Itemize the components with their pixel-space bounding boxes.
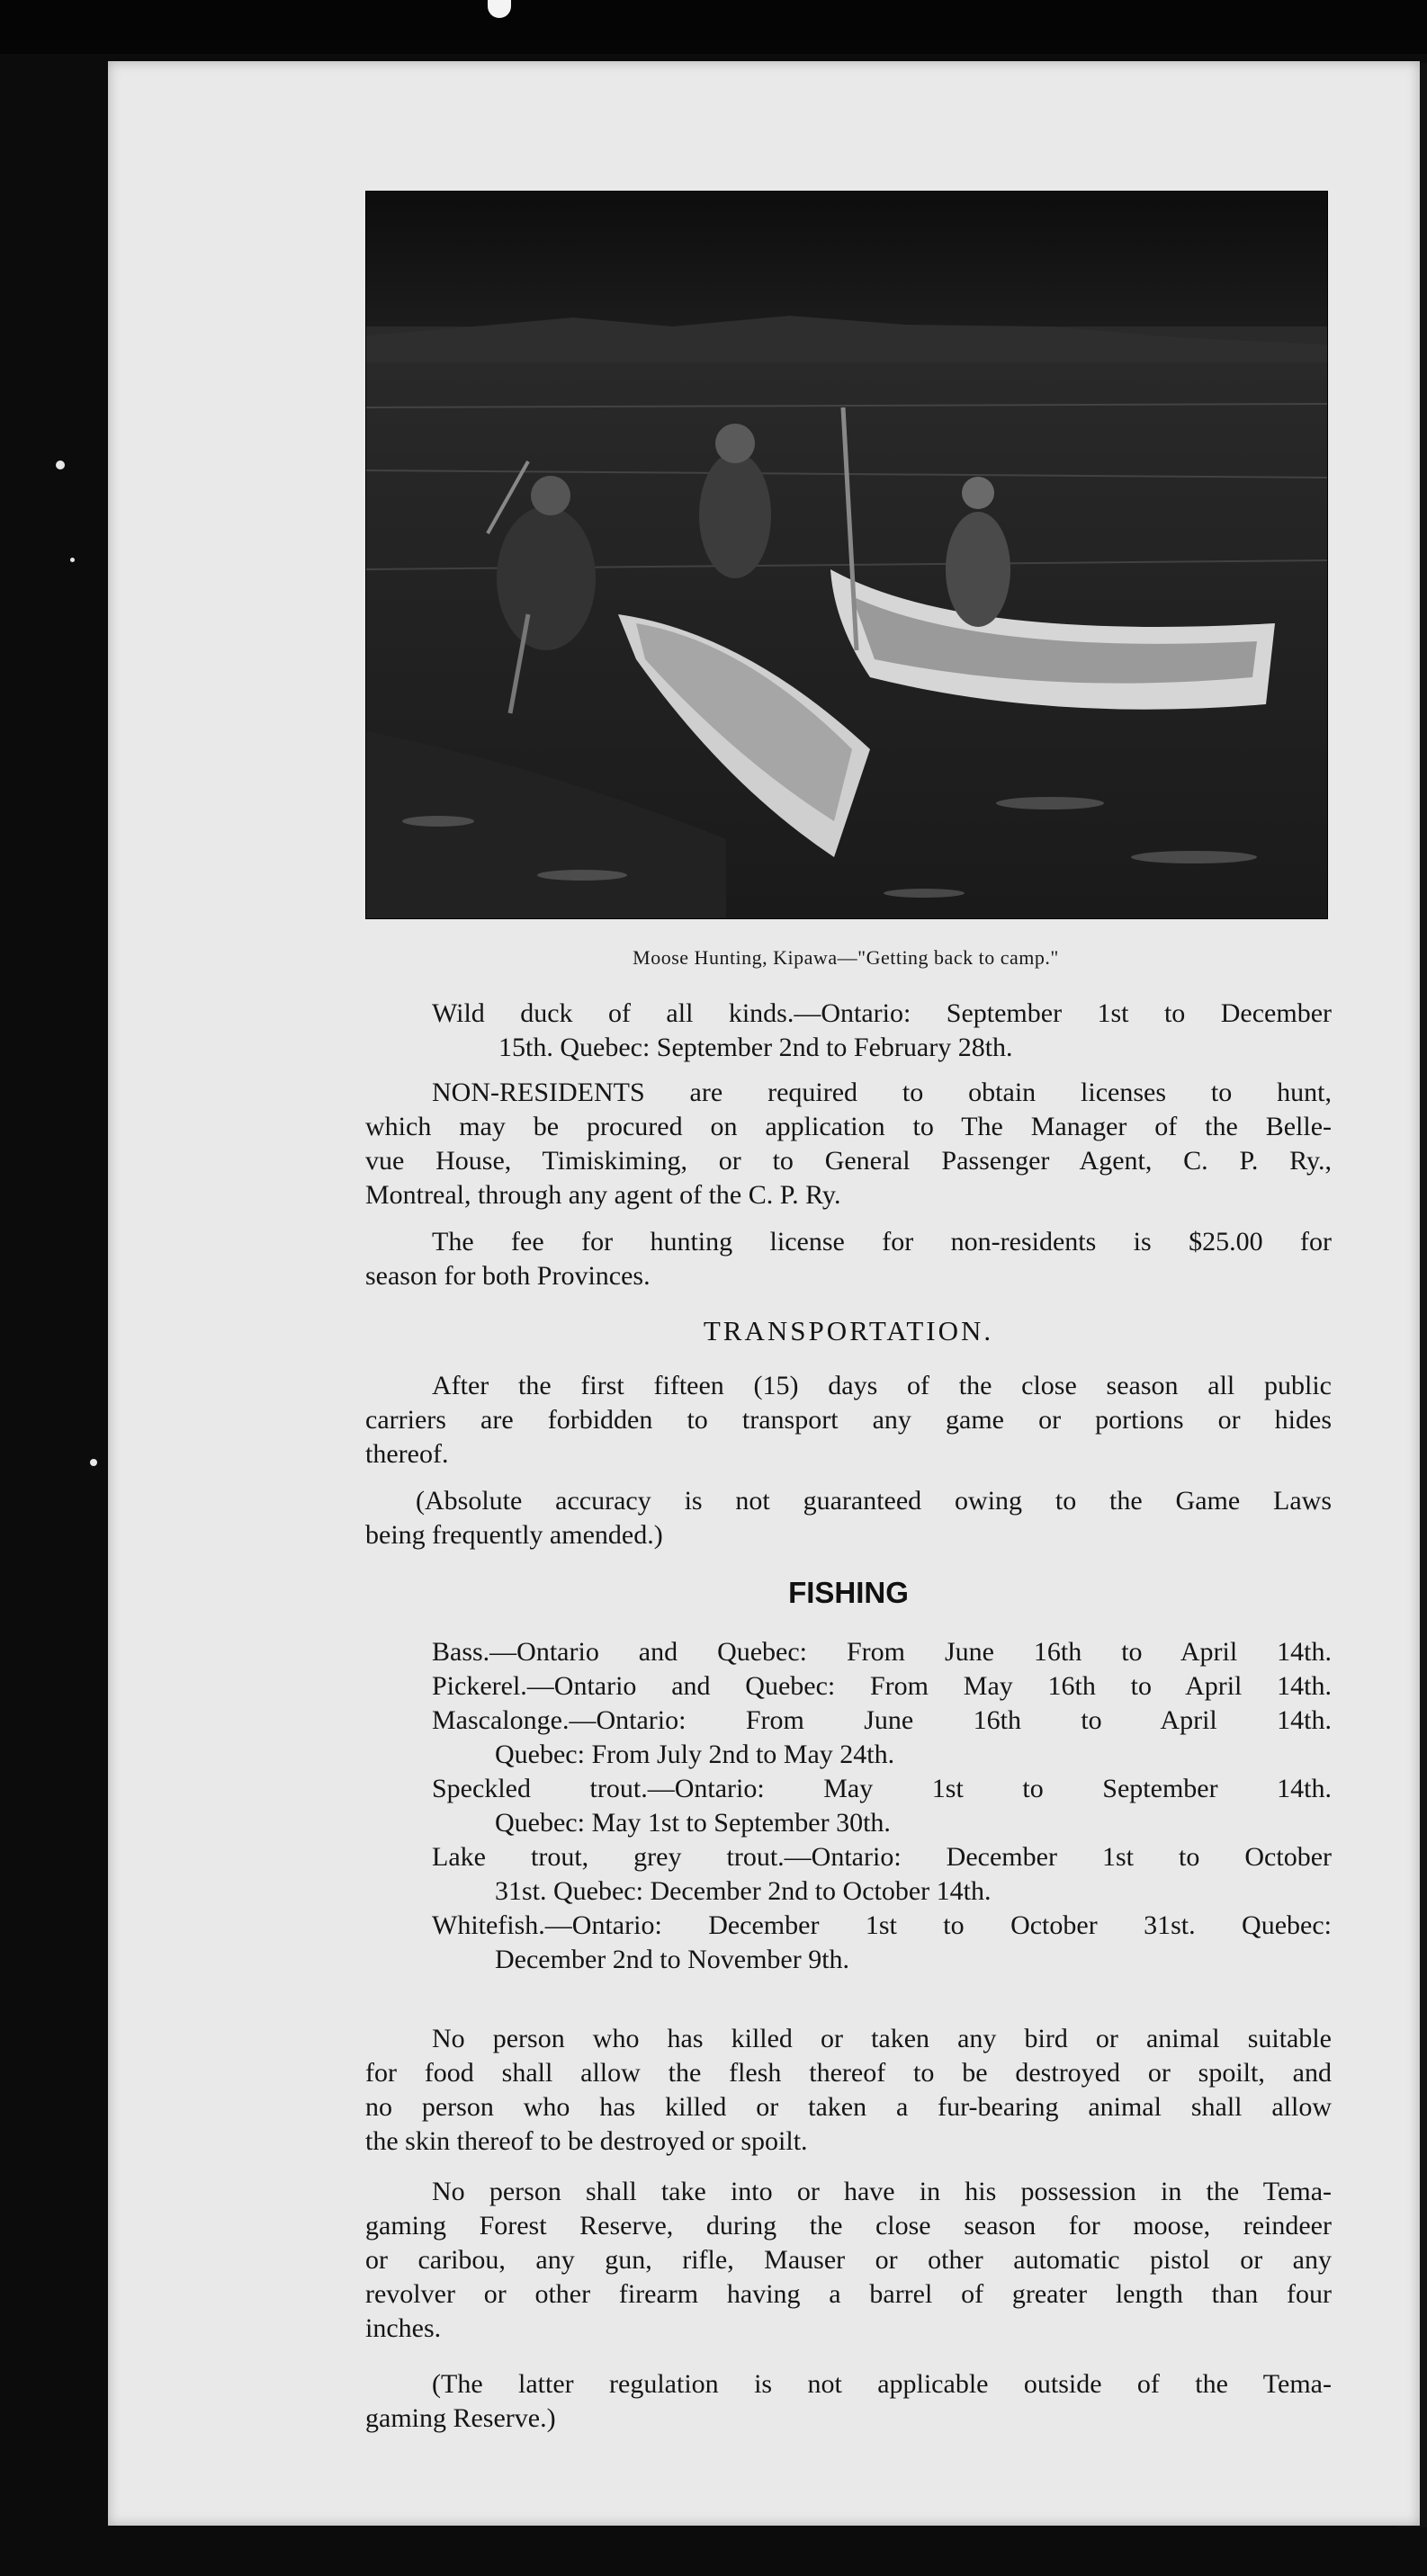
fishing-entry-speckled-trout-cont: Quebec: May 1st to September 30th. [495,1808,891,1838]
text-line: Montreal, through any agent of the C. P. Ry. [365,1180,841,1210]
wild-duck-season [365,997,1332,1065]
text-line: inches. [365,2313,442,2343]
text-line: vue House, Timiskiming, or to General Passenger Agent, C. P. Ry., [365,1146,1332,1176]
text-line: carriers are forbidden to transport any game or portions or hides [365,1405,1332,1435]
regulation-applicability-note [365,2367,1332,2436]
fishing-seasons-list [365,1635,1332,1977]
transportation-paragraph [365,1369,1332,1471]
fishing-entry-mascalonge: Mascalonge.—Ontario: From June 16th to April 14th. [432,1705,1332,1735]
text-line: No person shall take into or have in his possession in the Tema- [432,2177,1332,2206]
nonresidents-paragraph [365,1076,1332,1212]
photo-caption: Moose Hunting, Kipawa—"Getting back to camp." [633,946,1059,969]
text-line: 15th. Quebec: September 2nd to February 28th. [498,1033,1013,1062]
fishing-entry-lake-trout: Lake trout, grey trout.—Ontario: December 1st to October [432,1842,1332,1872]
text-line: no person who has killed or taken a fur-bearing animal shall allow [365,2092,1332,2122]
scan-speck [56,461,65,470]
fishing-entry-whitefish-cont: December 2nd to November 9th. [495,1945,850,1974]
fishing-heading: FISHING [788,1576,909,1609]
fishing-entry-whitefish: Whitefish.—Ontario: December 1st to October 31st. Quebec: [432,1910,1332,1940]
text-line: season for both Provinces. [365,1261,651,1291]
firearm-regulation-paragraph [365,2175,1332,2346]
fishing-entry-lake-trout-cont: 31st. Quebec: December 2nd to October 14th. [495,1876,992,1906]
text-line: being frequently amended.) [365,1520,663,1550]
text-line: No person who has killed or taken any bird or animal suitable [432,2024,1332,2053]
scan-border-top [0,0,1427,54]
fishing-entry-mascalonge-cont: Quebec: From July 2nd to May 24th. [495,1740,895,1769]
fishing-entry-pickerel: Pickerel.—Ontario and Quebec: From May 16th to April 14th. [432,1671,1332,1701]
text-line: thereof. [365,1439,449,1469]
text-line: revolver or other firearm having a barrel of greater length than four [365,2279,1332,2309]
scan-speck [90,1459,97,1466]
transportation-heading: TRANSPORTATION. [703,1315,994,1346]
text-line: or caribou, any gun, rifle, Mauser or other automatic pistol or any [365,2245,1332,2275]
text-line: The fee for hunting license for non-residents is $25.00 for [432,1227,1332,1257]
moose-hunting-photo [365,191,1328,919]
text-line: gaming Reserve.) [365,2403,556,2433]
text-line: (Absolute accuracy is not guaranteed owing to the Game Laws [416,1486,1332,1516]
text-line: After the first fifteen (15) days of the close season all public [432,1371,1332,1400]
flesh-regulation-paragraph [365,2022,1332,2159]
fishing-entry-bass: Bass.—Ontario and Quebec: From June 16th to April 14th. [432,1637,1332,1667]
text-line: (The latter regulation is not applicable outside of the Tema- [432,2369,1332,2399]
text-line: which may be procured on application to The Manager of the Belle- [365,1112,1332,1141]
scan-speck [70,558,75,562]
fishing-entry-speckled-trout: Speckled trout.—Ontario: May 1st to September 14th. [432,1774,1332,1803]
text-line: for food shall allow the flesh thereof to be destroyed or spoilt, and [365,2058,1332,2088]
accuracy-note [365,1484,1332,1552]
text-line: gaming Forest Reserve, during the close season for moose, reindeer [365,2211,1332,2241]
text-line: the skin thereof to be destroyed or spoilt. [365,2126,808,2156]
license-fee-paragraph [365,1225,1332,1293]
text-line: NON-RESIDENTS are required to obtain licenses to hunt, [432,1078,1332,1107]
text-line: Wild duck of all kinds.—Ontario: September 1st to December [432,998,1332,1028]
